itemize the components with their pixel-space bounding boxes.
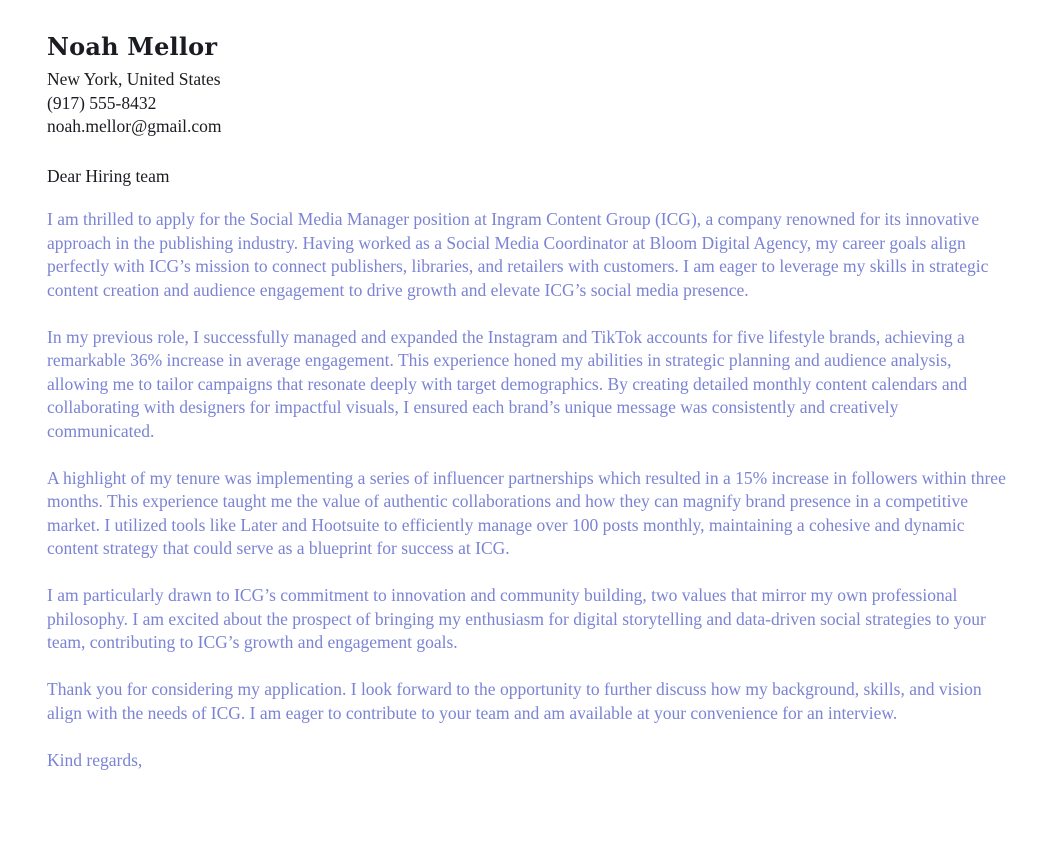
salutation: Dear Hiring team [47, 165, 170, 186]
phone: (917) 555-8432 [47, 92, 157, 113]
applicant-name: Noah Mellor [47, 32, 218, 61]
closing: Kind regards, [47, 749, 143, 770]
contact-info [47, 68, 1007, 139]
letter-body[interactable] [47, 208, 1007, 772]
paragraph-1: I am thrilled to apply for the Social Media Manager position at Ingram Content Group (ICG), a company renowned for its innovative approach in the publishing industry. Having worked as a Social Media Coordinator at Bloom Digital Agency, my career goals align perfectly with ICG’s mission to connect publishers, libraries, and retailers with customers. I am eager to leverage my skills in strategic content creation and audience engagement to drive growth and elevate ICG’s social media presence. [47, 209, 989, 300]
paragraph-4: I am particularly drawn to ICG’s commitment to innovation and community building, two values that mirror my own professional philosophy. I am excited about the prospect of bringing my enthusiasm for digital storytelling and data-driven social strategies to your team, contributing to ICG’s growth and engagement goals. [47, 585, 986, 652]
paragraph-2: In my previous role, I successfully managed and expanded the Instagram and TikTok accounts for five lifestyle brands, achieving a remarkable 36% increase in average engagement. This experience honed my abilities in strategic planning and audience analysis, allowing me to tailor campaigns that resonate deeply with target demographics. By creating detailed monthly content calendars and collaborating with designers for impactful visuals, I ensured each brand’s unique message was consistently and creatively communicated. [47, 326, 968, 441]
cover-letter [47, 30, 1007, 772]
paragraph-5: Thank you for considering my application. I look forward to the opportunity to further discuss how my background, skills, and vision align with the needs of ICG. I am eager to contribute to your team and am available at your convenience for an interview. [47, 679, 982, 723]
paragraph-3: A highlight of my tenure was implementing a series of influencer partnerships which resulted in a 15% increase in followers within three months. This experience taught me the value of authentic collaborations and how they can magnify brand presence in a competitive market. I utilized tools like Later and Hootsuite to efficiently manage over 100 posts monthly, maintaining a cohesive and dynamic content strategy that could serve as a blueprint for success at ICG. [47, 467, 1006, 558]
location: New York, United States [47, 69, 221, 89]
email: noah.mellor@gmail.com [47, 116, 222, 136]
